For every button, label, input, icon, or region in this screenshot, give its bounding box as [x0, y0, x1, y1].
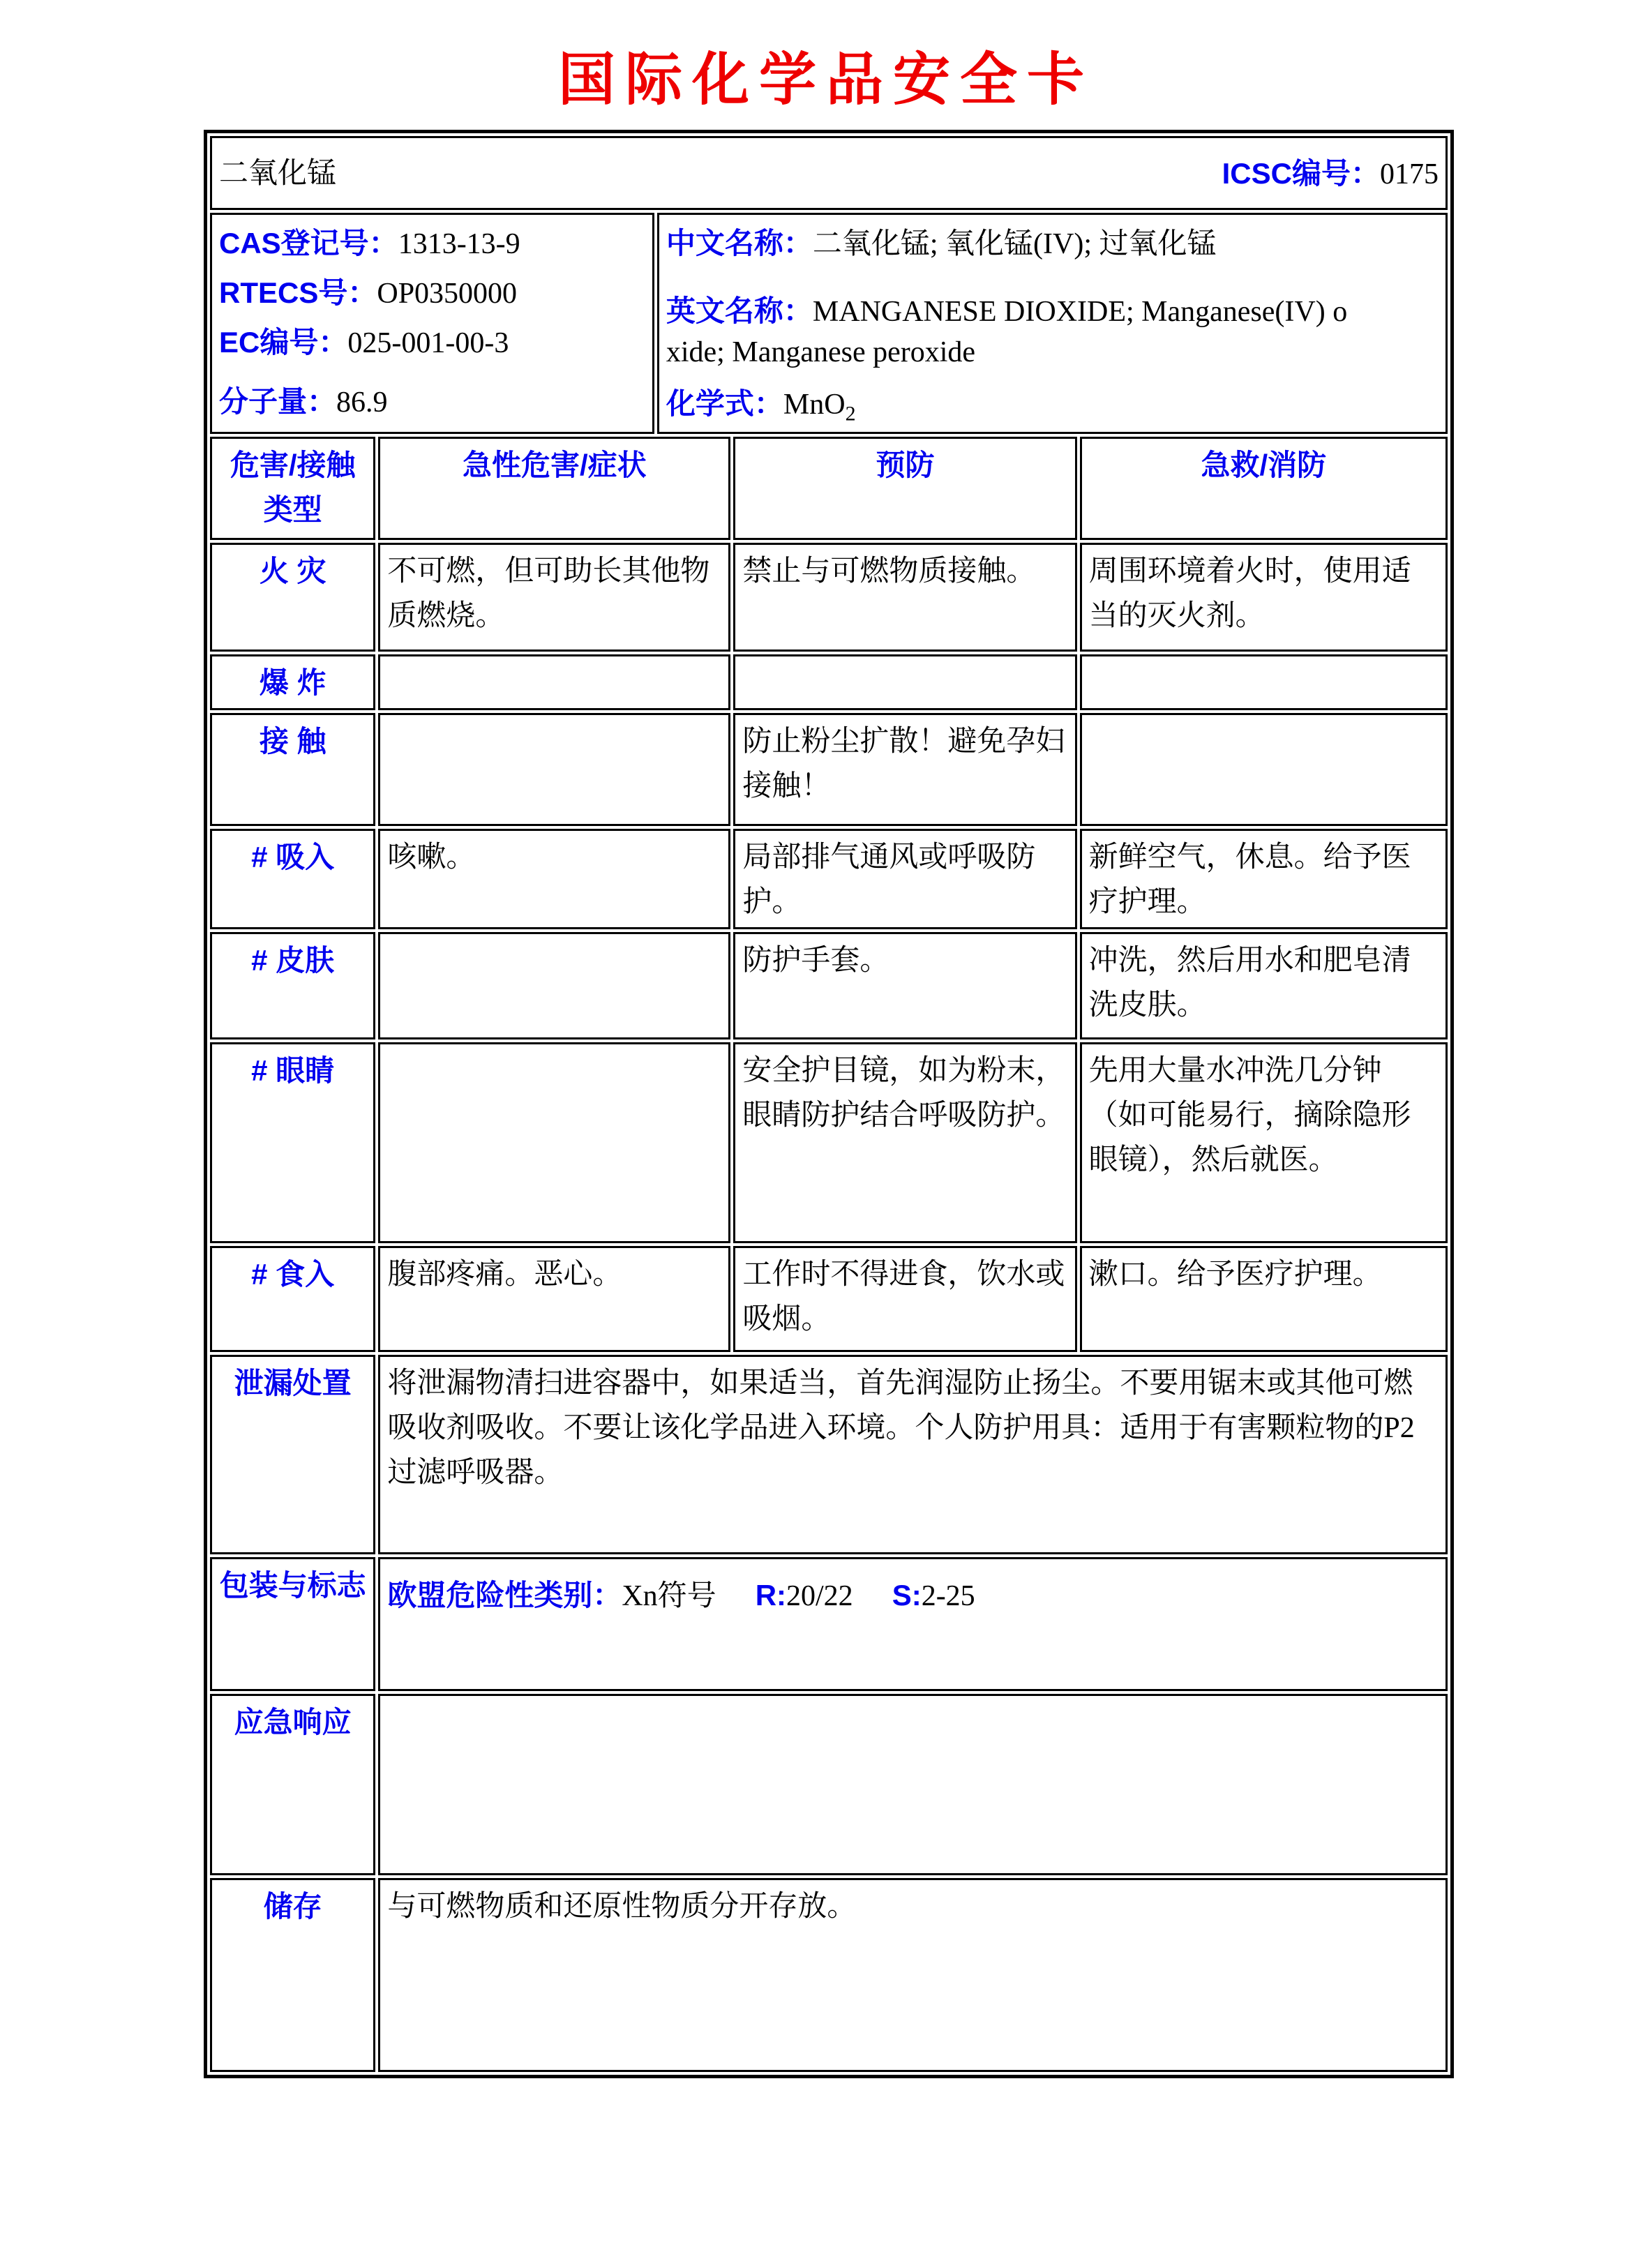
rtecs-label: RTECS号： [219, 276, 377, 309]
cas-label: CAS登记号： [219, 227, 398, 260]
eyes-symptoms [378, 1042, 730, 1243]
page-title: 国际化学品安全卡 [557, 48, 1094, 112]
table-row-inhalation [210, 829, 1448, 929]
row-label-inhalation: # 吸入 [210, 829, 375, 929]
chinese-name-line [666, 219, 1439, 269]
ec-value: 025-001-00-3 [347, 327, 509, 359]
table-row-ingestion [210, 1246, 1448, 1352]
row-label-exposure: 接 触 [210, 713, 375, 826]
s-phrase-value: 2-25 [921, 1580, 975, 1612]
exposure-prevention: 防止粉尘扩散！避免孕妇接触！ [733, 713, 1076, 826]
col-header-first-aid: 急救/消防 [1080, 437, 1448, 540]
table-row-exposure [210, 713, 1448, 826]
fire-symptoms: 不可燃，但可助长其他物质燃烧。 [378, 543, 730, 652]
table-row-column-headers [210, 437, 1448, 540]
row-label-fire: 火 灾 [210, 543, 375, 652]
cas-value: 1313-13-9 [398, 228, 520, 260]
table-row-explosion [210, 654, 1448, 710]
inhalation-first-aid: 新鲜空气，休息。给予医疗护理。 [1080, 829, 1448, 929]
english-name-line [666, 291, 1350, 373]
fire-prevention: 禁止与可燃物质接触。 [733, 543, 1076, 652]
cas-line [219, 219, 645, 269]
rtecs-line [219, 269, 645, 318]
exposure-first-aid [1080, 713, 1448, 826]
english-name-value: MANGANESE DIOXIDE; Manganese(IV) oxide; Manganese peroxide [666, 296, 1348, 368]
col-header-symptoms: 急性危害/症状 [378, 437, 730, 540]
formula-line [666, 380, 1439, 429]
table-row-packaging [210, 1557, 1448, 1691]
row-label-spillage: 泄漏处置 [210, 1355, 375, 1554]
table-row-fire [210, 543, 1448, 652]
formula-value: MnO [783, 389, 846, 421]
table-row-spillage [210, 1355, 1448, 1554]
explosion-first-aid [1080, 654, 1448, 710]
table-row-eyes [210, 1042, 1448, 1243]
skin-first-aid: 冲洗，然后用水和肥皂清洗皮肤。 [1080, 932, 1448, 1039]
rtecs-value: OP0350000 [377, 278, 518, 310]
eu-hazard-class-label: 欧盟危险性类别： [387, 1579, 622, 1612]
inhalation-symptoms: 咳嗽。 [378, 829, 730, 929]
ingestion-prevention: 工作时不得进食，饮水或吸烟。 [733, 1246, 1076, 1352]
s-phrase-label: S: [892, 1579, 922, 1612]
row-label-ingestion: # 食入 [210, 1246, 375, 1352]
fire-first-aid: 周围环境着火时，使用适当的灭火剂。 [1080, 543, 1448, 652]
header-cell [210, 136, 1448, 210]
ec-line [219, 318, 645, 368]
emergency-content [378, 1694, 1448, 1875]
identifiers-right-cell [657, 213, 1448, 434]
ingestion-symptoms: 腹部疼痛。恶心。 [378, 1246, 730, 1352]
col-header-hazard-type: 危害/接触 类型 [210, 437, 375, 540]
row-label-skin: # 皮肤 [210, 932, 375, 1039]
inhalation-prevention: 局部排气通风或呼吸防护。 [733, 829, 1076, 929]
table-row-skin [210, 932, 1448, 1039]
col-header-prevention: 预防 [733, 437, 1076, 540]
identifiers-left-cell [210, 213, 654, 434]
icsc-number-group [1222, 151, 1439, 197]
formula-subscript: 2 [845, 402, 856, 426]
icsc-number-label: ICSC编号： [1222, 156, 1380, 190]
table-row-identifiers [210, 213, 1448, 434]
explosion-symptoms [378, 654, 730, 710]
molecular-weight-line [219, 377, 645, 427]
row-label-packaging: 包装与标志 [210, 1557, 375, 1691]
skin-prevention: 防护手套。 [733, 932, 1076, 1039]
table-row-header [210, 136, 1448, 210]
substance-name: 二氧化锰 [219, 158, 337, 190]
explosion-prevention [733, 654, 1076, 710]
molecular-weight-label: 分子量： [219, 385, 337, 418]
storage-content: 与可燃物质和还原性物质分开存放。 [378, 1878, 1448, 2072]
icsc-number-value: 0175 [1380, 158, 1439, 190]
row-label-eyes: # 眼睛 [210, 1042, 375, 1243]
chinese-name-label: 中文名称： [666, 227, 813, 260]
r-phrase-label: R: [755, 1579, 787, 1612]
row-label-emergency: 应急响应 [210, 1694, 375, 1875]
r-phrase-value: 20/22 [786, 1580, 853, 1612]
molecular-weight-value: 86.9 [336, 386, 388, 419]
packaging-content [378, 1557, 1448, 1691]
ingestion-first-aid: 漱口。给予医疗护理。 [1080, 1246, 1448, 1352]
icsc-card-table [204, 130, 1454, 2078]
spillage-content: 将泄漏物清扫进容器中，如果适当，首先润湿防止扬尘。不要用锯末或其他可燃吸收剂吸收。不要让该化学品进入环境。个人防护用具：适用于有害颗粒物的P2过滤呼吸器。 [378, 1355, 1448, 1554]
formula-label: 化学式： [666, 387, 783, 420]
eyes-prevention: 安全护目镜，如为粉末，眼睛防护结合呼吸防护。 [733, 1042, 1076, 1243]
exposure-symptoms [378, 713, 730, 826]
eyes-first-aid: 先用大量水冲洗几分钟（如可能易行，摘除隐形眼镜），然后就医。 [1080, 1042, 1448, 1243]
eu-hazard-class-line [387, 1563, 1439, 1619]
row-label-explosion: 爆 炸 [210, 654, 375, 710]
table-row-storage [210, 1878, 1448, 2072]
eu-hazard-class-value: Xn符号 [622, 1580, 716, 1612]
skin-symptoms [378, 932, 730, 1039]
ec-label: EC编号： [219, 326, 348, 359]
row-label-storage: 储存 [210, 1878, 375, 2072]
chinese-name-value: 二氧化锰; 氧化锰(IV); 过氧化锰 [812, 228, 1217, 260]
english-name-label: 英文名称： [666, 294, 813, 327]
table-row-emergency [210, 1694, 1448, 1875]
